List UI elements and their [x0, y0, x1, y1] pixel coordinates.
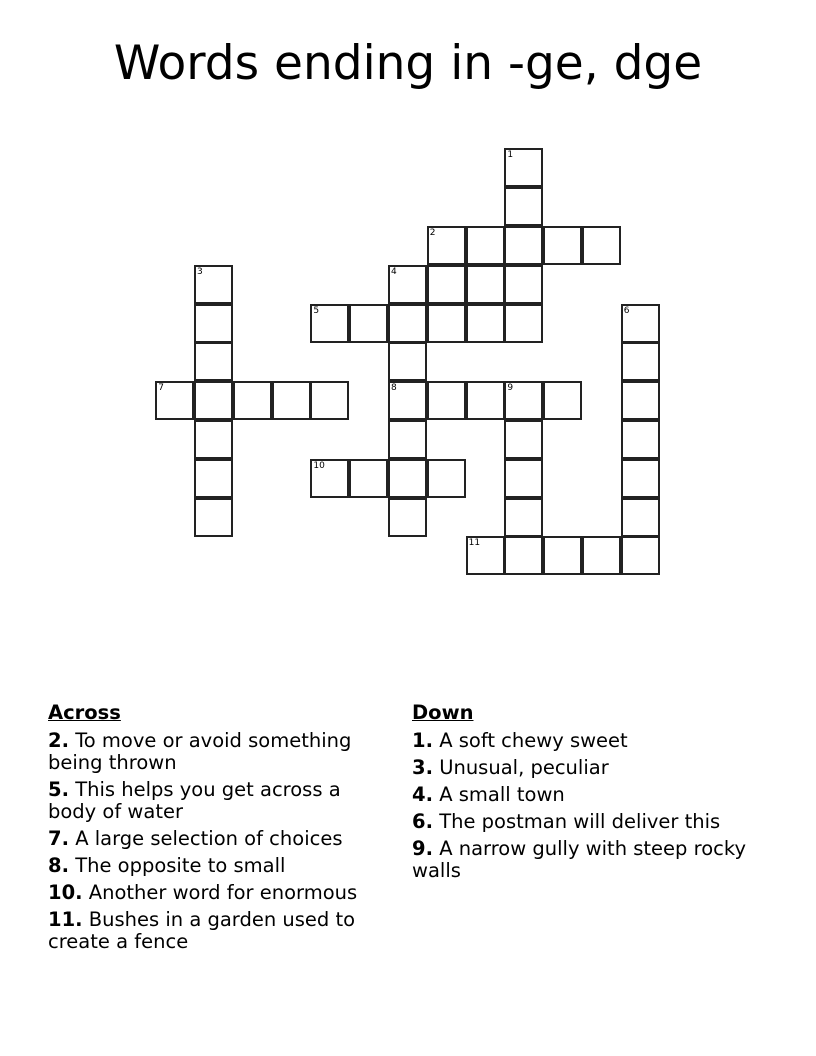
cell-number: 7: [158, 383, 164, 394]
crossword-cell[interactable]: [427, 265, 466, 304]
crossword-cell[interactable]: [233, 381, 272, 420]
clue-text: A narrow gully with steep rocky walls: [412, 837, 747, 882]
crossword-cell[interactable]: [388, 342, 427, 381]
clue-text: A large selection of choices: [75, 827, 343, 850]
clue-number: 9.: [412, 837, 433, 860]
crossword-cell[interactable]: [621, 304, 660, 343]
crossword-cell[interactable]: [272, 381, 311, 420]
clue-text: Unusual, peculiar: [439, 756, 609, 779]
crossword-cell[interactable]: [349, 304, 388, 343]
crossword-cell[interactable]: [427, 226, 466, 265]
crossword-cell[interactable]: [504, 536, 543, 575]
cell-number: 9: [507, 383, 514, 394]
crossword-cell[interactable]: [504, 187, 543, 226]
clue-text: To move or avoid something being thrown: [48, 729, 352, 774]
crossword-cell[interactable]: [388, 498, 427, 537]
crossword-cell[interactable]: [504, 226, 543, 265]
cell-number: 11: [468, 538, 481, 549]
crossword-cell[interactable]: [155, 381, 194, 420]
clue-number: 11.: [48, 908, 83, 931]
crossword-cell[interactable]: [349, 459, 388, 498]
clue-number: 10.: [48, 881, 83, 904]
clue-across-10: [48, 882, 393, 904]
clue-across-2: [48, 730, 393, 774]
clue-text: Bushes in a garden used to create a fence: [48, 908, 356, 953]
crossword-cell[interactable]: [621, 381, 660, 420]
crossword-cell[interactable]: [504, 148, 543, 187]
crossword-cell[interactable]: [504, 265, 543, 304]
crossword-cell[interactable]: [194, 304, 233, 343]
crossword-cell[interactable]: [194, 459, 233, 498]
crossword-cell[interactable]: [504, 498, 543, 537]
across-heading: Across: [48, 701, 121, 724]
clue-down-1: [412, 730, 772, 752]
crossword-cell[interactable]: [504, 420, 543, 459]
crossword-cell[interactable]: [388, 265, 427, 304]
crossword-cell[interactable]: [543, 536, 582, 575]
clue-number: 3.: [412, 756, 433, 779]
clue-down-3: [412, 757, 772, 779]
clue-across-7: [48, 828, 393, 850]
crossword-cell[interactable]: [427, 459, 466, 498]
clue-number: 6.: [412, 810, 433, 833]
clue-number: 4.: [412, 783, 433, 806]
cell-number: 4: [391, 266, 397, 277]
crossword-cell[interactable]: [621, 536, 660, 575]
cell-number: 1: [507, 150, 514, 161]
crossword-cell[interactable]: [194, 381, 233, 420]
crossword-cell[interactable]: [621, 498, 660, 537]
crossword-cell[interactable]: [388, 381, 427, 420]
down-heading: Down: [412, 701, 474, 724]
crossword-cell[interactable]: [466, 381, 505, 420]
crossword-cell[interactable]: [194, 265, 233, 304]
crossword-cell[interactable]: [310, 459, 349, 498]
clue-down-9: [412, 838, 772, 882]
crossword-cell[interactable]: [621, 420, 660, 459]
crossword-cell[interactable]: [427, 381, 466, 420]
crossword-cell[interactable]: [621, 342, 660, 381]
clue-text: The opposite to small: [75, 854, 286, 877]
crossword-cell[interactable]: [621, 459, 660, 498]
crossword-cell[interactable]: [466, 536, 505, 575]
clue-number: 1.: [412, 729, 433, 752]
crossword-cell[interactable]: [388, 304, 427, 343]
cell-number: 2: [429, 228, 436, 238]
cell-number: 8: [391, 383, 397, 394]
clue-number: 7.: [48, 827, 69, 850]
clue-text: The postman will deliver this: [439, 810, 721, 833]
clue-text: This helps you get across a body of water: [48, 778, 341, 823]
cell-number: 5: [313, 305, 320, 316]
crossword-cell[interactable]: [504, 459, 543, 498]
across-clues: [48, 702, 393, 958]
clue-number: 5.: [48, 778, 69, 801]
crossword-cell[interactable]: [194, 498, 233, 537]
crossword-cell[interactable]: [194, 342, 233, 381]
cell-number: 3: [197, 266, 203, 277]
clue-number: 8.: [48, 854, 69, 877]
crossword-cell[interactable]: [504, 381, 543, 420]
cell-number: 6: [623, 305, 630, 316]
clue-number: 2.: [48, 729, 69, 752]
crossword-cell[interactable]: [388, 420, 427, 459]
crossword-cell[interactable]: [466, 265, 505, 304]
crossword-cell[interactable]: [310, 304, 349, 343]
crossword-cell[interactable]: [582, 536, 621, 575]
clue-down-4: [412, 784, 772, 806]
crossword-cell[interactable]: [466, 226, 505, 265]
crossword-cell[interactable]: [543, 381, 582, 420]
crossword-cell[interactable]: [504, 304, 543, 343]
crossword-cell[interactable]: [582, 226, 621, 265]
clue-across-5: [48, 779, 393, 823]
crossword-cell[interactable]: [543, 226, 582, 265]
clue-across-11: [48, 909, 393, 953]
clue-text: Another word for enormous: [88, 881, 358, 904]
crossword-cell[interactable]: [388, 459, 427, 498]
clue-text: A soft chewy sweet: [439, 729, 628, 752]
cell-number: 10: [313, 460, 325, 471]
page-title: Words ending in -ge, dge: [113, 36, 703, 91]
crossword-cell[interactable]: [194, 420, 233, 459]
clue-down-6: [412, 811, 772, 833]
crossword-cell[interactable]: [310, 381, 349, 420]
down-clues: [412, 702, 772, 887]
clue-across-8: [48, 855, 393, 877]
crossword-cell[interactable]: [466, 304, 505, 343]
crossword-cell[interactable]: [427, 304, 466, 343]
clue-text: A small town: [439, 783, 565, 806]
